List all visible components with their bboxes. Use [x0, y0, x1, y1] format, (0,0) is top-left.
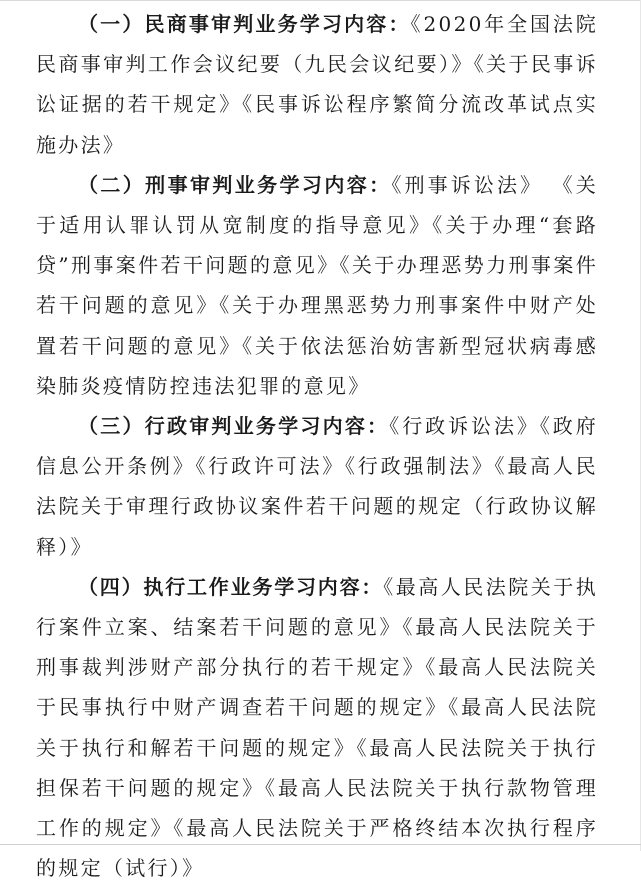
section-enforcement [36, 567, 598, 888]
section-heading: （四）执行工作业务学习内容： [78, 574, 384, 599]
page-bottom-rule [0, 844, 641, 845]
section-text: 《行政诉讼法》《政府信息公开条例》《行政许可法》《行政强制法》《最高人民法院关于审理行政协议案件若干问题的规定（行政协议解释）》 [36, 414, 599, 559]
document-body [36, 4, 598, 888]
section-heading: （三）行政审判业务学习内容： [78, 414, 390, 439]
section-text: 《最高人民法院关于执行案件立案、结案若干问题的意见》《最高人民法院关于刑事裁判涉财产部分执行的若干规定》《最高人民法院关于民事执行中财产调查若干问题的规定》《最高人民法院关于执行和解若干问题的规定》《最高人民法院关于执行担保若干问题的规定》《最高人民法院关于执行款物管理工作的规定》《最高人民法院关于严格终结本次执行程序的规定（试行）》 [36, 574, 599, 881]
section-criminal [36, 165, 598, 406]
page-top-edge [0, 0, 641, 1]
section-administrative [36, 406, 598, 567]
section-heading: （一）民商事审判业务学习内容： [78, 12, 411, 36]
section-civil-commercial [36, 4, 598, 165]
section-heading: （二）刑事审判业务学习内容： [78, 172, 392, 197]
section-text: 《刑事诉讼法》 《关于适用认罪认罚从宽制度的指导意见》《关于办理“套路贷”刑事案件若干问题的意见》《关于办理恶势力刑事案件若干问题的意见》《关于办理黑恶势力刑事案件中财产处置若干问题的意见》《关于依法惩治妨害新型冠状病毒感染肺炎疫情防控违法犯罪的意见》 [36, 172, 598, 398]
section-text: 《2020年全国法院民商事审判工作会议纪要（九民会议纪要）》《关于民事诉讼证据的若干规定》《民事诉讼程序繁简分流改革试点实施办法》 [36, 12, 598, 157]
